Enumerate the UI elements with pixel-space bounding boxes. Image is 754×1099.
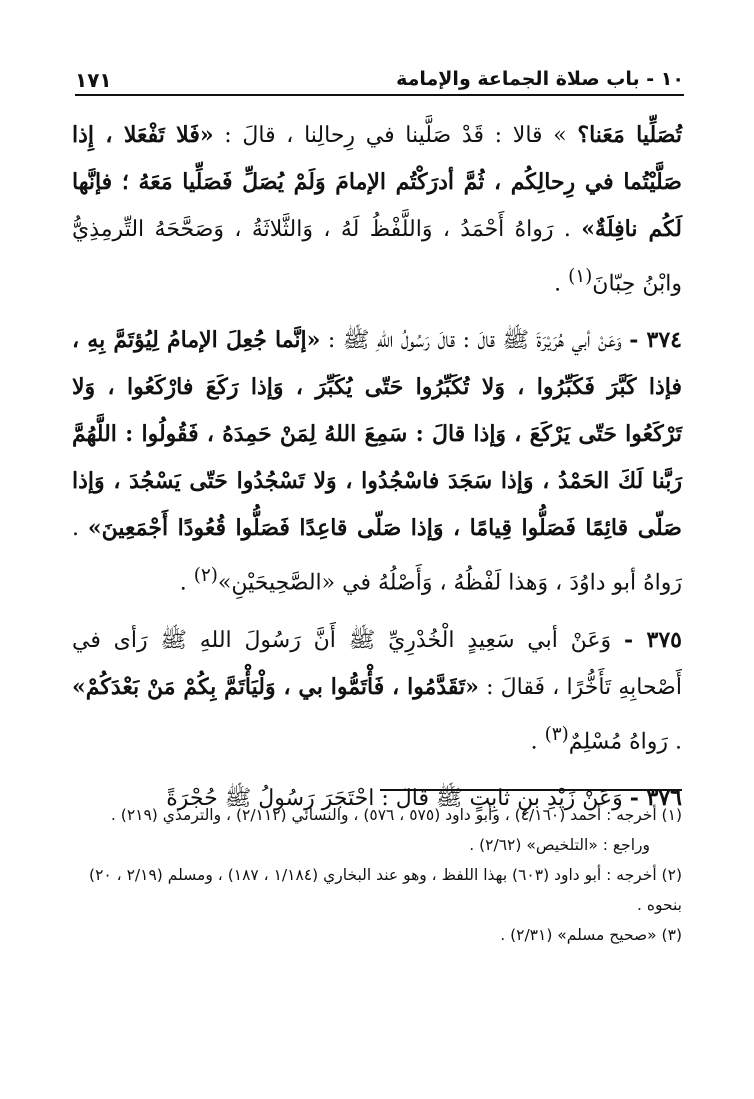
footnote-ref: (٣)	[544, 723, 569, 745]
footnote-2: (٢) أخرجه : أبو داود (٦٠٣) بهذا اللفظ ، وهو عند البخاري (١/١٨٤ ، ١٨٧) ، ومسلم (٢/١٩ ، ٢٠) بنحوه .	[89, 866, 682, 914]
hadith-quote: «إنَّما جُعِلَ الإمامُ لِيُؤتَمَّ بِهِ ، فإذا كَبَّرَ فَكَبِّرُوا ، وَلا تُكَبِّرُوا حَتّى يُكَبِّرَ ، وَإذا رَكَعَ فارْكَعُوا ، وَلا تَرْكَعُوا حَتّى يَرْكَعَ ، وَإذا قالَ : سَمِعَ اللهُ لِمَنْ حَمِدَهُ ، فَقُولُوا : اللَّهُمَّ رَبَّنا لَكَ الحَمْدُ ، وَإذا سَجَدَ فاسْجُدُوا ، وَلا تَسْجُدُوا حَتّى يَسْجُدَ ، وَإذا صَلّى قائِمًا فَصَلُّوا قِيامًا ، وَإذا صَلّى قاعِدًا فَصَلُّوا قُعُودًا أَجْمَعِينَ»	[72, 327, 682, 542]
footnote-divider	[380, 789, 682, 791]
hadith-375: ٣٧٥ - وَعَنْ أبي سَعِيدٍ الْخُدْرِيِّ ﷺ أَنَّ رَسُولَ اللهِ ﷺ رَأى في أَصْحابِهِ تَأَخُّرًا ، فَقالَ : «تَقَدَّمُوا ، فَأْتَمُّوا بي ، وَلْيَأْتَمَّ بِكُمْ مَنْ بَعْدَكُمْ» . رَواهُ مُسْلِمٌ$^{(٣)}$ .	[72, 626, 682, 754]
main-text	[72, 112, 682, 832]
footnotes	[72, 800, 682, 950]
narration-text: » قالا : قَدْ صَلَّينا في رِحالِنا ، قالَ :	[213, 123, 578, 148]
hadith-quote: «فَلا تَفْعَلا ، إِذا صَلَّيْتُما في رِحالِكُم ، ثُمَّ أدرَكْتُم الإمامَ وَلَمْ يُصَلِّ فَصَلِّيا مَعَهُ ؛ فإنَّها لَكُم نافِلَةٌ»	[72, 122, 683, 242]
footnote-ref: (١)	[568, 266, 593, 287]
footnote-1-see-also: وراجع : «التلخيص» (٢/٦٢) .	[469, 836, 650, 854]
footnote-1: (١) أخرجه : أحمد (٤/١٦٠) ، وأبو داود (٥٧٥ ، ٥٧٦) ، والنسائي (٢/١١٢) ، والترمذي (٢١٩) .	[110, 806, 682, 824]
narration-text: وَعَنْ أبي سَعِيدٍ الْخُدْرِيِّ ﷺ أَنَّ رَسُولَ اللهِ ﷺ رَأى في أَصْحابِهِ تَأَخُّرًا ، فَقالَ :	[72, 627, 682, 700]
hadith-quote: تُصَلِّيا مَعَنا؟	[577, 122, 682, 148]
hadith-quote: «تَقَدَّمُوا ، فَأْتَمُّوا بي ، وَلْيَأْتَمَّ بِكُمْ مَنْ بَعْدَكُمْ»	[72, 673, 479, 700]
source-text: . رَواهُ مُسْلِمٌ	[568, 728, 682, 754]
hadith-number: ٣٧٦ -	[629, 784, 682, 811]
hadith-374: ٣٧٤ - وَعَنْ أبي هُرَيْرَةَ ﷺ قالَ : قالَ رَسُولُ اللهِ ﷺ : «إنَّما جُعِلَ الإمامُ لِيُؤتَمَّ بِهِ ، فإذا كَبَّرَ فَكَبِّرُوا ، وَلا تُكَبِّرُوا حَتّى يُكَبِّرَ ، وَإذا رَكَعَ فارْكَعُوا ، وَلا تَرْكَعُوا حَتّى يَرْكَعَ ، وَإذا قالَ : سَمِعَ اللهُ لِمَنْ حَمِدَهُ ، فَقُولُوا : اللَّهُمَّ رَبَّنا لَكَ الحَمْدُ ، وَإذا سَجَدَ فاسْجُدُوا ، وَلا تَسْجُدُوا حَتّى يَسْجُدَ ، وَإذا صَلّى قائِمًا فَصَلُّوا قِيامًا ، وَإذا صَلّى قاعِدًا فَصَلُّوا قُعُودًا أَجْمَعِينَ» . رَواهُ أبو داوُدَ ، وَهذا لَفْظُهُ ، وَأَصْلُهُ في «الصَّحِيحَيْنِ»$^{(٢)}$ .	[72, 327, 682, 596]
footnote-ref: (٢)	[193, 565, 218, 587]
footnote-3: (٣) «صحيح مسلم» (٢/٣١) .	[500, 926, 682, 944]
source-text: . رَواهُ أبو داوُدَ ، وَهذا لَفْظُهُ ، وَأَصْلُهُ في «الصَّحِيحَيْنِ»	[72, 516, 682, 596]
hadith-number: ٣٧٥ -	[623, 626, 682, 653]
page-number: ١٧١	[75, 68, 112, 92]
narration-text: وَعَنْ زَيْدِ بنِ ثابِتٍ ﷺ قالَ : احْتَجَرَ رَسُولُ ﷺ حُجْرَةً	[166, 785, 630, 811]
hadith-number: ٣٧٤ -	[629, 327, 682, 354]
chapter-title: ١٠ - باب صلاة الجماعة والإمامة	[396, 68, 684, 90]
source-text: . رَواهُ أَحْمَدُ ، وَاللَّفْظُ لَهُ ، وَالثَّلاثَةُ ، وَصَحَّحَهُ التِّرمِذِيُّ وابْنُ حِبّانَ	[72, 217, 682, 297]
paragraph-continuation: تُصَلِّيا مَعَنا؟ » قالا : قَدْ صَلَّينا في رِحالِنا ، قالَ : «فَلا تَفْعَلا ، إِذا صَلَّيْتُما في رِحالِكُم ، ثُمَّ أدرَكْتُم الإمامَ وَلَمْ يُصَلِّ فَصَلِّيا مَعَهُ ؛ فإنَّها لَكُم نافِلَةٌ» . رَواهُ أَحْمَدُ ، وَاللَّفْظُ لَهُ ، وَالثَّلاثَةُ ، وَصَحَّحَهُ التِّرمِذِيُّ وابْنُ حِبّانَ$^{(١)}$ .	[72, 122, 683, 297]
page-header	[75, 60, 684, 96]
narration-text: وَعَنْ أبي هُرَيْرَةَ ﷺ قالَ : قالَ رَسُولُ اللهِ ﷺ :	[320, 328, 630, 354]
